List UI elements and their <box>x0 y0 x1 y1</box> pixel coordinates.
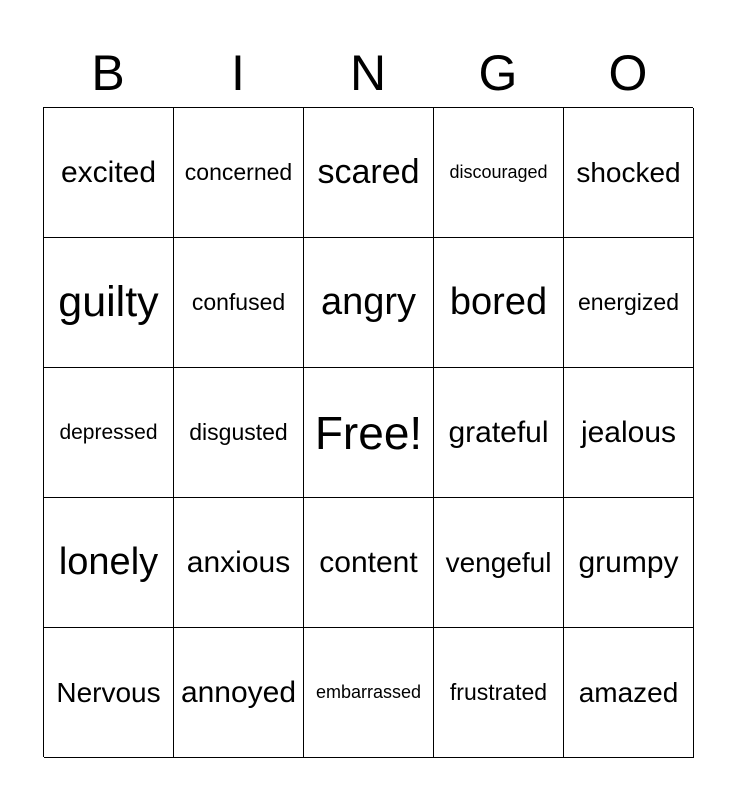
header-letter-g: G <box>478 45 518 101</box>
header-letter-o: O <box>608 45 648 101</box>
header-letter-i: I <box>231 45 245 101</box>
bingo-cell[interactable]: lonely <box>44 498 174 628</box>
bingo-cell[interactable]: disgusted <box>174 368 304 498</box>
bingo-cell[interactable]: angry <box>304 238 434 368</box>
bingo-cell[interactable]: frustrated <box>434 628 564 758</box>
bingo-cell[interactable]: confused <box>174 238 304 368</box>
header-letter-b: B <box>91 45 125 101</box>
bingo-cell[interactable]: discouraged <box>434 108 564 238</box>
bingo-cell[interactable]: energized <box>564 238 694 368</box>
bingo-cell[interactable]: bored <box>434 238 564 368</box>
bingo-cell[interactable]: vengeful <box>434 498 564 628</box>
bingo-cell[interactable]: shocked <box>564 108 694 238</box>
bingo-cell[interactable]: guilty <box>44 238 174 368</box>
free-space-cell[interactable]: Free! <box>304 368 434 498</box>
bingo-header <box>43 40 693 106</box>
bingo-card-grid <box>43 107 693 757</box>
bingo-cell[interactable]: annoyed <box>174 628 304 758</box>
bingo-cell[interactable]: anxious <box>174 498 304 628</box>
bingo-cell[interactable]: embarrassed <box>304 628 434 758</box>
bingo-cell[interactable]: grateful <box>434 368 564 498</box>
bingo-cell[interactable]: scared <box>304 108 434 238</box>
bingo-cell[interactable]: jealous <box>564 368 694 498</box>
bingo-cell[interactable]: excited <box>44 108 174 238</box>
header-letter-n: N <box>349 45 387 101</box>
bingo-cell[interactable]: depressed <box>44 368 174 498</box>
bingo-cell[interactable]: content <box>304 498 434 628</box>
bingo-cell[interactable]: concerned <box>174 108 304 238</box>
bingo-cell[interactable]: Nervous <box>44 628 174 758</box>
bingo-cell[interactable]: grumpy <box>564 498 694 628</box>
bingo-cell[interactable]: amazed <box>564 628 694 758</box>
